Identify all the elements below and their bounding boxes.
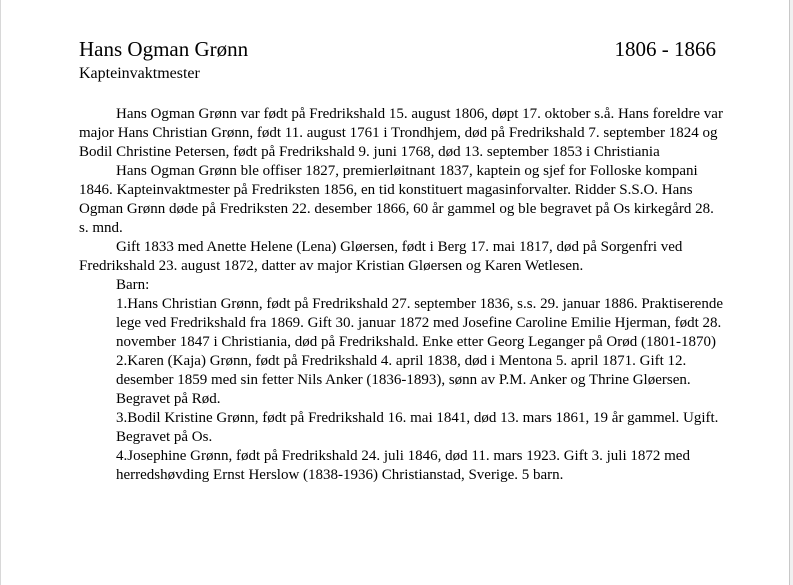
child-entry: 1.Hans Christian Grønn, født på Fredrikshald 27. september 1836, s.s. 29. januar 1886. Praktiserende lege ved Fredrikshald fra 1869. Gift 30. januar 1872 med Josefine Caroline Emilie Hjerman, født 28. november 1847 i Christiania, død på Fredrikshald. Enke etter Georg Leganger på Orød (1801-1870) <box>116 296 723 350</box>
paragraph-marriage: Gift 1833 med Anette Helene (Lena) Gløersen, født i Berg 17. mai 1817, død på Sorgenfri ved Fredrikshald 23. august 1872, datter av major Kristian Gløersen og Karen Wetlesen. <box>79 239 683 274</box>
child-entry: 3.Bodil Kristine Grønn, født på Fredrikshald 16. mai 1841, død 13. mars 1861, 19 år gammel. Ugift. Begravet på Os. <box>116 410 719 445</box>
paragraph-career: Hans Ogman Grønn ble offiser 1827, premierløitnant 1837, kaptein og sjef for Folloske kompani 1846. Kapteinvaktmester på Fredriksten 1856, en tid konstituert magasinforvalter. Ridder S.S.O. Hans Ogman Grønn døde på Fredriksten 22. desember 1866, 60 år gammel og ble begravet på Os kirkegård 28. s. mnd. <box>79 163 714 236</box>
life-years: 1806 - 1866 <box>614 37 716 61</box>
child-entry: 4.Josephine Grønn, født på Fredrikshald 24. juli 1846, død 11. mars 1923. Gift 3. juli 1872 med herredshøvding Ernst Herslow (1838-1936) Christianstad, Sverige. 5 barn. <box>116 448 690 483</box>
document-header <box>79 36 716 62</box>
person-name: Hans Ogman Grønn <box>79 37 249 61</box>
document-body <box>79 105 724 485</box>
child-entry: 2.Karen (Kaja) Grønn, født på Fredrikshald 4. april 1838, død i Mentona 5. april 1871. Gift 12. desember 1859 med sin fetter Nils Anker (1836-1893), sønn av P.M. Anker og Thrine Gløersen. Begravet på Rød. <box>116 353 691 407</box>
paragraph-birth: Hans Ogman Grønn var født på Fredrikshald 15. august 1806, døpt 17. oktober s.å. Hans foreldre var major Hans Christian Grønn, født 11. august 1761 i Trondhjem, død på Fredrikshald 7. september 1824 og Bodil Christine Petersen, født på Fredrikshald 9. juni 1768, død 13. september 1853 i Christiania <box>79 106 723 160</box>
children-heading: Barn: <box>116 277 150 293</box>
person-title: Kapteinvaktmester <box>79 65 200 82</box>
